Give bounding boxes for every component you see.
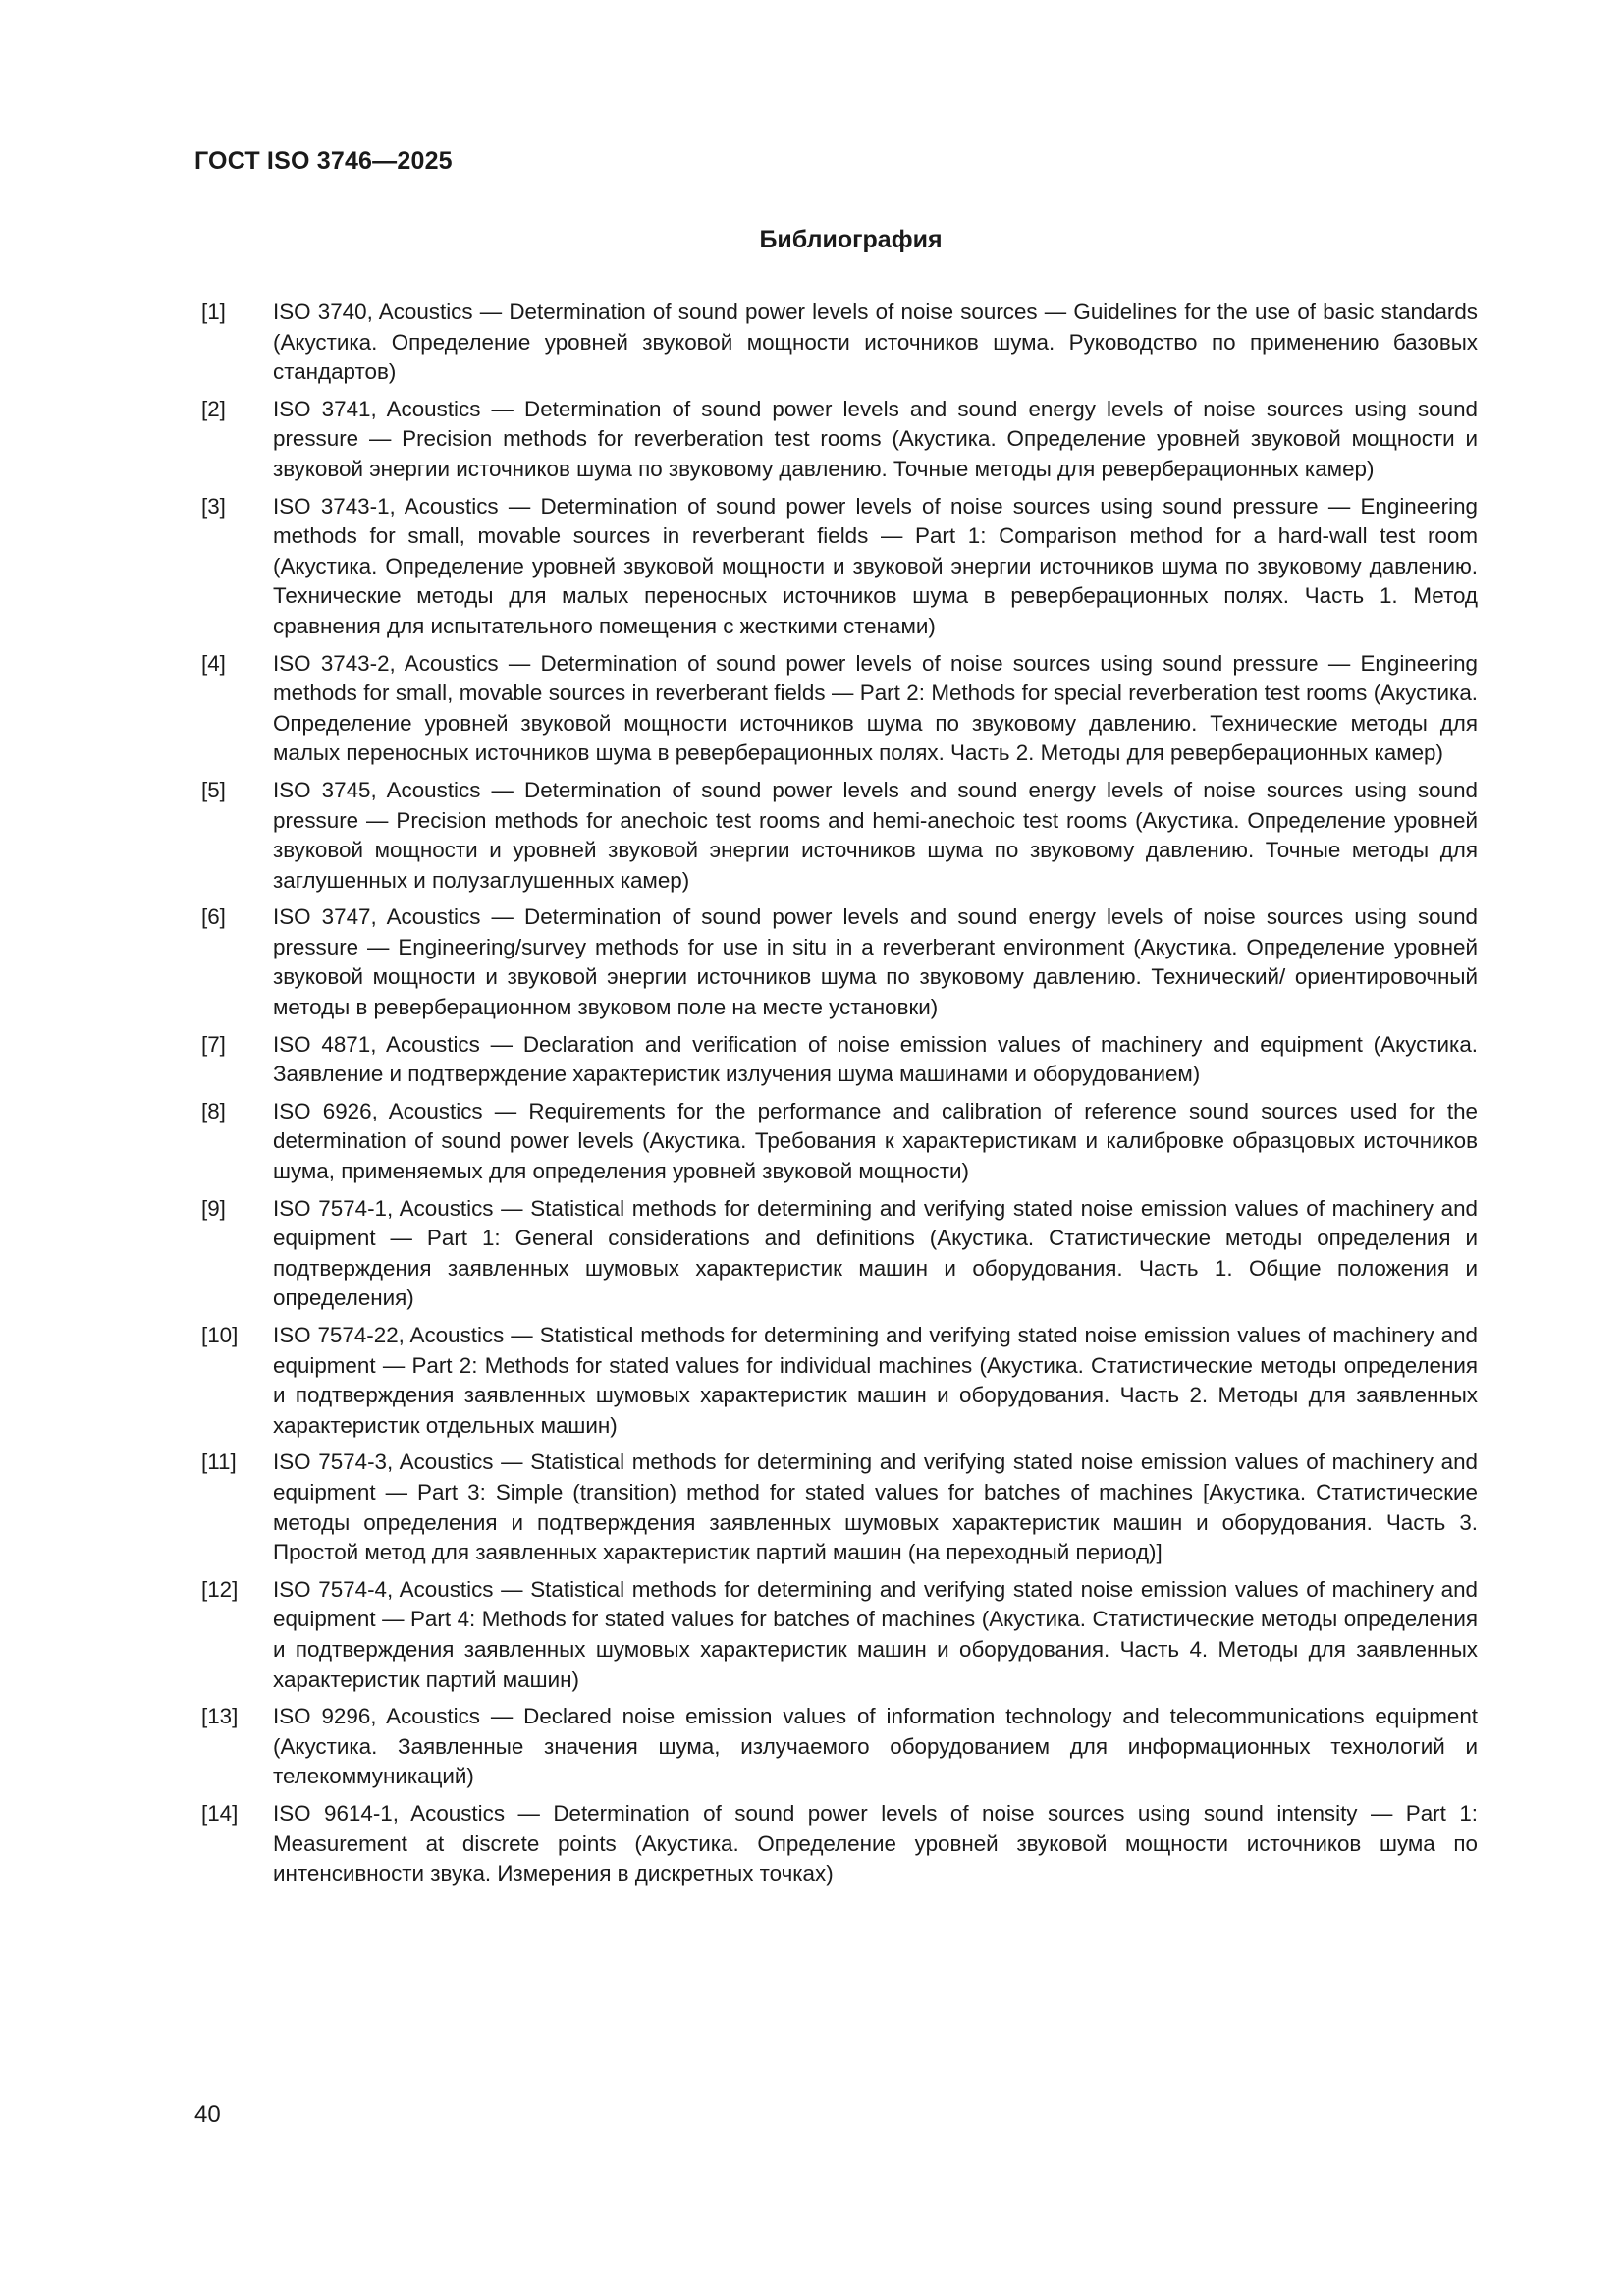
bibliography-entry	[201, 492, 1478, 642]
bibliography-entry	[201, 1702, 1478, 1792]
entry-text: ISO 7574-4, Acoustics — Statistical methods for determining and verifying stated noise emission values of machinery and equipment — Part 4: Methods for stated values for batches of machines (Акустика. Статистические методы определения и подтверждения заявленных шумовых характеристик машин и оборудования. Часть 4. Методы для заявленных характеристик партий машин)	[273, 1576, 1478, 1692]
entry-text: ISO 3745, Acoustics — Determination of sound power levels and sound energy levels of noise sources using sound pressure — Precision methods for anechoic test rooms and hemi-anechoic test rooms (Акустика. Определение уровней звуковой мощности и уровней звуковой энергии источников шума по звуковому давлению. Точные методы для заглушенных и полузаглушенных камер)	[273, 777, 1478, 893]
entry-text: ISO 6926, Acoustics — Requirements for the performance and calibration of reference sound sources used for the determination of sound power levels (Акустика. Требования к характеристикам и калибровке образцовых источников шума, применяемых для определения уровней звуковой мощности)	[273, 1098, 1478, 1184]
entry-number: [7]	[201, 1031, 226, 1057]
entry-number: [12]	[201, 1576, 239, 1602]
entry-text: ISO 7574-1, Acoustics — Statistical methods for determining and verifying stated noise emission values of machinery and equipment — Part 1: General considerations and definitions (Акустика. Статистические методы определения и подтверждения заявленных шумовых характеристик машин и оборудования. Часть 1. Общие положения и определения)	[273, 1195, 1478, 1311]
bibliography-entry	[201, 1030, 1478, 1090]
bibliography-entry	[201, 1448, 1478, 1567]
bibliography-entry	[201, 776, 1478, 896]
entry-text: ISO 3747, Acoustics — Determination of sound power levels and sound energy levels of noise sources using sound pressure — Engineering/survey methods for use in situ in a reverberant environment (Акустика. Определение уровней звуковой мощности и звуковой энергии источников шума по звуковому давлению. Технический/ ориентировочный методы в реверберационном звуковом поле на месте установки)	[273, 904, 1478, 1020]
entry-text: ISO 7574-3, Acoustics — Statistical methods for determining and verifying stated noise emission values of machinery and equipment — Part 3: Simple (transition) method for stated values for batches of machines [Акустика. Статистические методы определения и подтверждения заявленных шумовых характеристик машин и оборудования. Часть 3. Простой метод для заявленных характеристик партий машин (на переходный период)]	[273, 1449, 1478, 1565]
bibliography-entry	[201, 1321, 1478, 1441]
bibliography-title: Библиография	[759, 226, 943, 253]
bibliography-entry	[201, 902, 1478, 1022]
document-id-header: ГОСТ ISO 3746—2025	[194, 147, 453, 175]
bibliography-list	[201, 298, 1478, 1896]
entry-text: ISO 4871, Acoustics — Declaration and verification of noise emission values of machinery and equipment (Акустика. Заявление и подтверждение характеристик излучения шума машинами и оборудованием)	[273, 1031, 1478, 1087]
entry-number: [8]	[201, 1098, 226, 1123]
entry-text: ISO 9296, Acoustics — Declared noise emission values of information technology and telecommunications equipment (Акустика. Заявленные значения шума, излучаемого оборудованием для информационных технологий и телекоммуникаций)	[273, 1704, 1478, 1789]
entry-number: [1]	[201, 300, 226, 324]
entry-number: [10]	[201, 1323, 239, 1347]
entry-text: ISO 3741, Acoustics — Determination of sound power levels and sound energy levels of noise sources using sound pressure — Precision methods for reverberation test rooms (Акустика. Определение уровней звуковой мощности и звуковой энергии источников шума по звуковому давлению. Точные методы для реверберационных камер)	[273, 396, 1478, 481]
entry-text: ISO 3740, Acoustics — Determination of sound power levels of noise sources — Guidelines for the use of basic standards (Акустика. Определение уровней звуковой мощности источников шума. Руководство по применению базовых стандартов)	[273, 300, 1478, 385]
page-number: 40	[194, 2102, 221, 2128]
entry-text: ISO 9614-1, Acoustics — Determination of sound power levels of noise sources using sound intensity — Part 1: Measurement at discrete points (Акустика. Определение уровней звуковой мощности источников шума по интенсивности звука. Измерения в дискретных точках)	[273, 1800, 1478, 1886]
entry-number: [4]	[201, 650, 226, 676]
bibliography-entry	[201, 395, 1478, 485]
bibliography-entry	[201, 1097, 1478, 1187]
entry-text: ISO 3743-2, Acoustics — Determination of sound power levels of noise sources using sound pressure — Engineering methods for small, movable sources in reverberant fields — Part 2: Methods for special reverberation test rooms (Акустика. Определение уровней звуковой мощности источников шума по звуковому давлению. Технические методы для малых переносных источников шума в реверберационных полях. Часть 2. Методы для реверберационных камер)	[273, 650, 1478, 766]
entry-number: [11]	[201, 1449, 237, 1475]
entry-number: [2]	[201, 396, 226, 421]
entry-number: [13]	[201, 1704, 239, 1729]
bibliography-entry	[201, 1799, 1478, 1889]
bibliography-entry	[201, 1194, 1478, 1314]
entry-number: [14]	[201, 1800, 239, 1826]
entry-text: ISO 3743-1, Acoustics — Determination of sound power levels of noise sources using sound pressure — Engineering methods for small, movable sources in reverberant fields — Part 1: Comparison method for a hard-wall test room (Акустика. Определение уровней звуковой мощности и звуковой энергии источников шума по звуковому давлению. Технические методы для малых переносных источников шума в реверберационных полях. Часть 1. Метод сравнения для испытательного помещения с жесткими стенами)	[273, 493, 1478, 638]
entry-number: [6]	[201, 904, 226, 930]
entry-number: [3]	[201, 493, 226, 519]
bibliography-entry	[201, 1575, 1478, 1695]
entry-number: [9]	[201, 1195, 226, 1221]
bibliography-entry	[201, 649, 1478, 769]
bibliography-entry	[201, 298, 1478, 388]
entry-number: [5]	[201, 777, 226, 802]
entry-text: ISO 7574-22, Acoustics — Statistical methods for determining and verifying stated noise emission values of machinery and equipment — Part 2: Methods for stated values for individual machines (Акустика. Статистические методы определения и подтверждения заявленных шумовых характеристик машин и оборудования. Часть 2. Методы для заявленных характеристик отдельных машин)	[273, 1323, 1478, 1438]
